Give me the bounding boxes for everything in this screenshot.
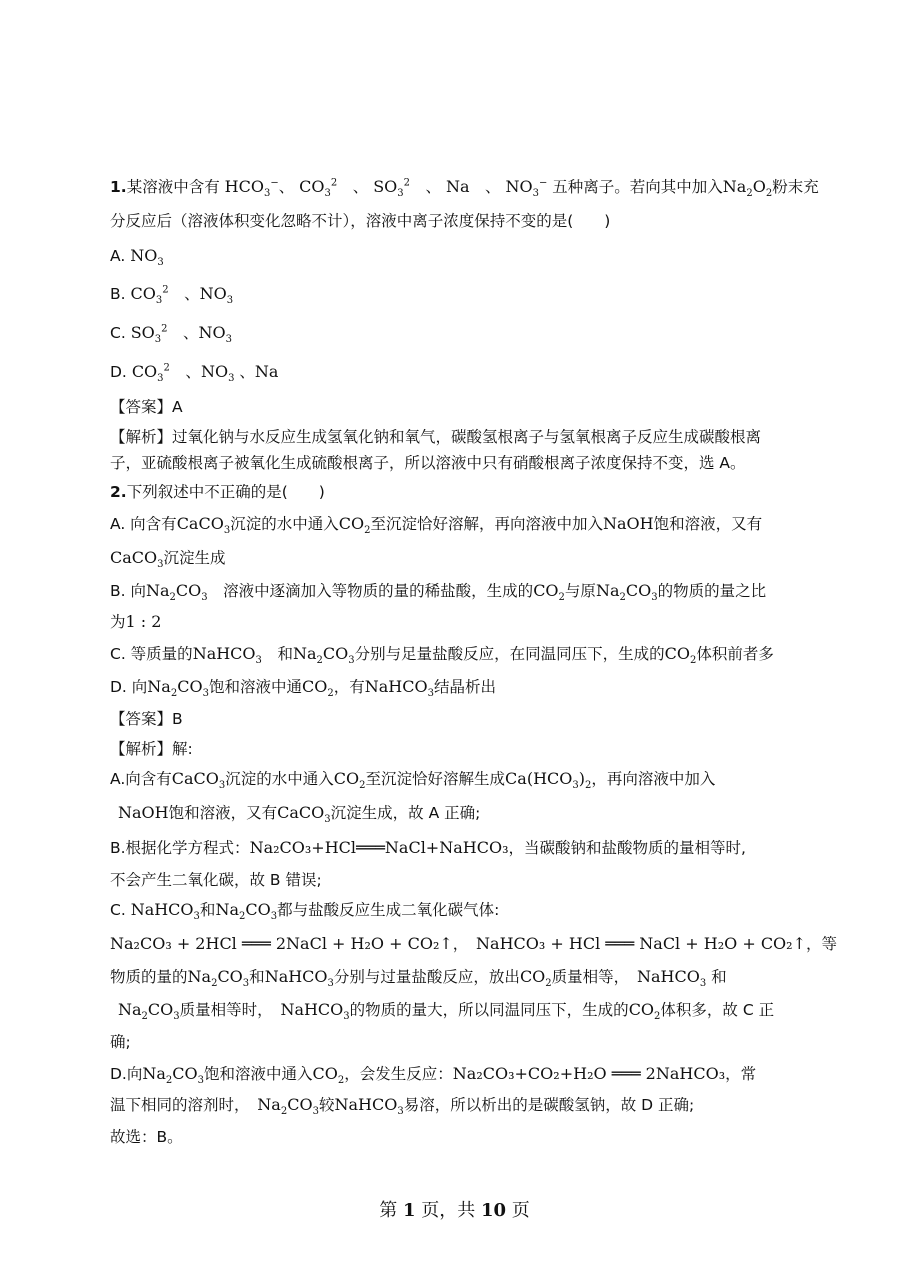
- q1-option-d: D. $CO_3^2$ 、$NO_3$ 、Na: [110, 362, 279, 385]
- q1-stem-line1: 1.某溶液中含有 $HCO_3^-$、 $CO_3^2$ 、 $SO_3^2$ 、 Na 、 $NO_3^-$ 五种离子。若向其中加入$Na_2O_2$粉末充: [110, 177, 819, 200]
- q2-conclusion: 故选：B。: [110, 1128, 183, 1146]
- ion-hco3: $HCO_3^-$: [224, 177, 279, 200]
- q1-option-c: C. $SO_3^2$ 、$NO_3$: [110, 323, 233, 346]
- equation-b: Na₂CO₃+HCl═══NaCl+NaHCO₃: [249, 838, 509, 857]
- q2-explain-b-line1: B.根据化学方程式：Na₂CO₃+HCl═══NaCl+NaHCO₃，当碳酸钠和盐酸物质的量相等时,: [110, 838, 746, 857]
- q2-option-a-line2: CaCO$_3$沉淀生成: [110, 548, 226, 571]
- q1-stem-line2: 分反应后（溶液体积变化忽略不计），溶液中离子浓度保持不变的是( ): [110, 212, 611, 230]
- page-total: 10: [480, 1200, 507, 1221]
- formula-na2o2: $Na_2O_2$: [722, 177, 773, 200]
- q2-explain-a-line1: A.向含有CaCO$_3$沉淀的水中通入$CO_2$至沉淀恰好溶解生成$Ca(HCO_3)_2$，再向溶液中加入: [110, 769, 716, 792]
- equation-c2: NaHCO₃ + HCl ═══ NaCl + H₂O + CO₂↑: [476, 934, 806, 953]
- ion-co3: $CO_3^2$: [299, 177, 338, 200]
- ion-so3: $SO_3^2$: [373, 177, 411, 200]
- q2-explain-c-line3: 物质的量的$Na_2CO_3$和NaHCO$_3$分别与过量盐酸反应，放出$CO_2$质量相等， NaHCO$_3$ 和: [110, 967, 727, 990]
- q2-option-b-line1: B. 向$Na_2CO_3$ 溶液中逐滴加入等物质的量的稀盐酸，生成的$CO_2$与原$Na_2CO_3$的物质的量之比: [110, 581, 767, 604]
- page-footer: 第 1 页，共 10 页: [379, 1200, 530, 1221]
- q1-option-b: B. $CO_3^2$ 、$NO_3$: [110, 284, 234, 307]
- equation-c1: Na₂CO₃ + 2HCl ═══ 2NaCl + H₂O + CO₂↑: [110, 934, 453, 953]
- q2-explain-d-line2: 温下相同的溶剂时， $Na_2CO_3$较NaHCO$_3$易溶，所以析出的是碳酸氢钠，故 D 正确;: [110, 1095, 695, 1118]
- ion-na: Na: [445, 177, 470, 196]
- q2-analysis-head: 【解析】解:: [110, 740, 193, 758]
- q2-explain-b-line2: 不会产生二氧化碳，故 B 错误;: [110, 871, 322, 889]
- q1-number: 1.: [110, 178, 127, 196]
- q2-explain-c-line1: C. NaHCO$_3$和$Na_2CO_3$都与盐酸反应生成二氧化碳气体:: [110, 900, 500, 923]
- q2-option-d: D. 向$Na_2CO_3$饱和溶液中通$CO_2$，有NaHCO$_3$结晶析出: [110, 677, 496, 700]
- q1-option-a: A. $NO_3$: [110, 246, 164, 269]
- q2-option-c: C. 等质量的NaHCO$_3$ 和$Na_2CO_3$分别与足量盐酸反应，在同温同压下，生成的$CO_2$体积前者多: [110, 644, 774, 667]
- q2-explain-c-line2: Na₂CO₃ + 2HCl ═══ 2NaCl + H₂O + CO₂↑， NaHCO₃ + HCl ═══ NaCl + H₂O + CO₂↑，等: [110, 934, 838, 953]
- page-number: 1: [402, 1200, 416, 1221]
- ion-no3: $NO_3^-$: [505, 177, 548, 200]
- q2-number: 2.: [110, 483, 127, 501]
- q2-explain-c-line5: 确;: [110, 1033, 131, 1051]
- q2-answer: 【答案】B: [110, 710, 183, 728]
- q2-explain-a-line2: NaOH饱和溶液，又有CaCO$_3$沉淀生成，故 A 正确;: [118, 803, 481, 826]
- q1-analysis-line1: 【解析】过氧化钠与水反应生成氢氧化钠和氧气，碳酸氢根离子与氢氧根离子反应生成碳酸根离: [110, 428, 762, 446]
- q2-option-b-line2: 为1 : 2: [110, 612, 162, 631]
- q2-stem: 2.下列叙述中不正确的是( ): [110, 483, 325, 501]
- q1-analysis-line2: 子，亚硫酸根离子被氧化生成硫酸根离子，所以溶液中只有硝酸根离子浓度保持不变，选 A。: [110, 454, 746, 472]
- q1-answer: 【答案】A: [110, 398, 183, 416]
- q2-explain-c-line4: $Na_2CO_3$质量相等时， NaHCO$_3$的物质的量大，所以同温同压下，生成的$CO_2$体积多，故 C 正: [118, 1000, 775, 1023]
- equation-d: Na₂CO₃+CO₂+H₂O ═══ 2NaHCO₃: [452, 1064, 726, 1083]
- q2-explain-d-line1: D.向$Na_2CO_3$饱和溶液中通入$CO_2$，会发生反应：Na₂CO₃+CO₂+H₂O ═══ 2NaHCO₃，常: [110, 1064, 757, 1087]
- q2-option-a-line1: A. 向含有CaCO$_3$沉淀的水中通入$CO_2$至沉淀恰好溶解，再向溶液中加入NaOH饱和溶液，又有: [110, 514, 763, 537]
